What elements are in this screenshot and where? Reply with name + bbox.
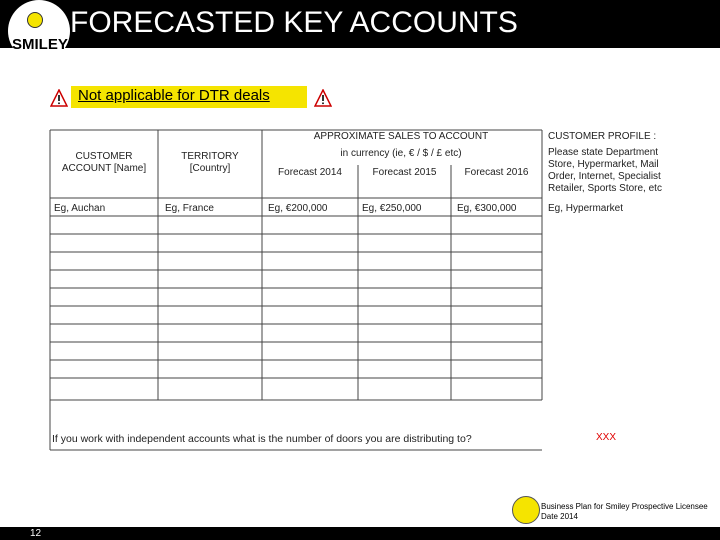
header-customer-profile: CUSTOMER PROFILE : — [548, 131, 657, 142]
bottom-bar — [0, 527, 720, 540]
page-number: 12 — [30, 528, 42, 539]
header-approx-sales: APPROXIMATE SALES TO ACCOUNT — [313, 131, 489, 142]
question-answer: XXX — [596, 432, 617, 443]
header-forecast-2015: Forecast 2015 — [372, 167, 437, 178]
header-customer-account: CUSTOMER ACCOUNT [Name] — [61, 151, 147, 174]
logo-wordmark: SMILEY — [12, 36, 68, 53]
example-forecast-2015: Eg, €250,000 — [362, 203, 422, 214]
independent-accounts-question: If you work with independent accounts what is the number of doors you are distributing to? — [52, 433, 472, 445]
page-title: FORECASTED KEY ACCOUNTS — [70, 6, 518, 39]
header-forecast-2016: Forecast 2016 — [464, 167, 529, 178]
footer-line-2: Date 2014 — [541, 512, 578, 521]
header-forecast-2014: Forecast 2014 — [278, 167, 342, 178]
header-profile-description: Please state Department Store, Hypermarket, Mail Order, Internet, Specialist Retailer, Sports Store, etc — [548, 147, 662, 194]
example-territory: Eg, France — [165, 203, 214, 214]
footer-line-1: Business Plan for Smiley Prospective Licensee — [541, 502, 708, 511]
footer-smiley-icon — [512, 496, 540, 524]
example-forecast-2014: Eg, €200,000 — [268, 203, 328, 214]
header-territory: TERRITORY [Country] — [181, 151, 239, 174]
example-profile: Eg, Hypermarket — [548, 203, 624, 214]
footer-caption — [541, 502, 708, 522]
example-customer: Eg, Auchan — [54, 203, 106, 214]
header-currency-note: in currency (ie, € / $ / £ etc) — [340, 148, 462, 159]
example-forecast-2016: Eg, €300,000 — [457, 203, 517, 214]
warning-text: Not applicable for DTR deals — [78, 87, 270, 104]
